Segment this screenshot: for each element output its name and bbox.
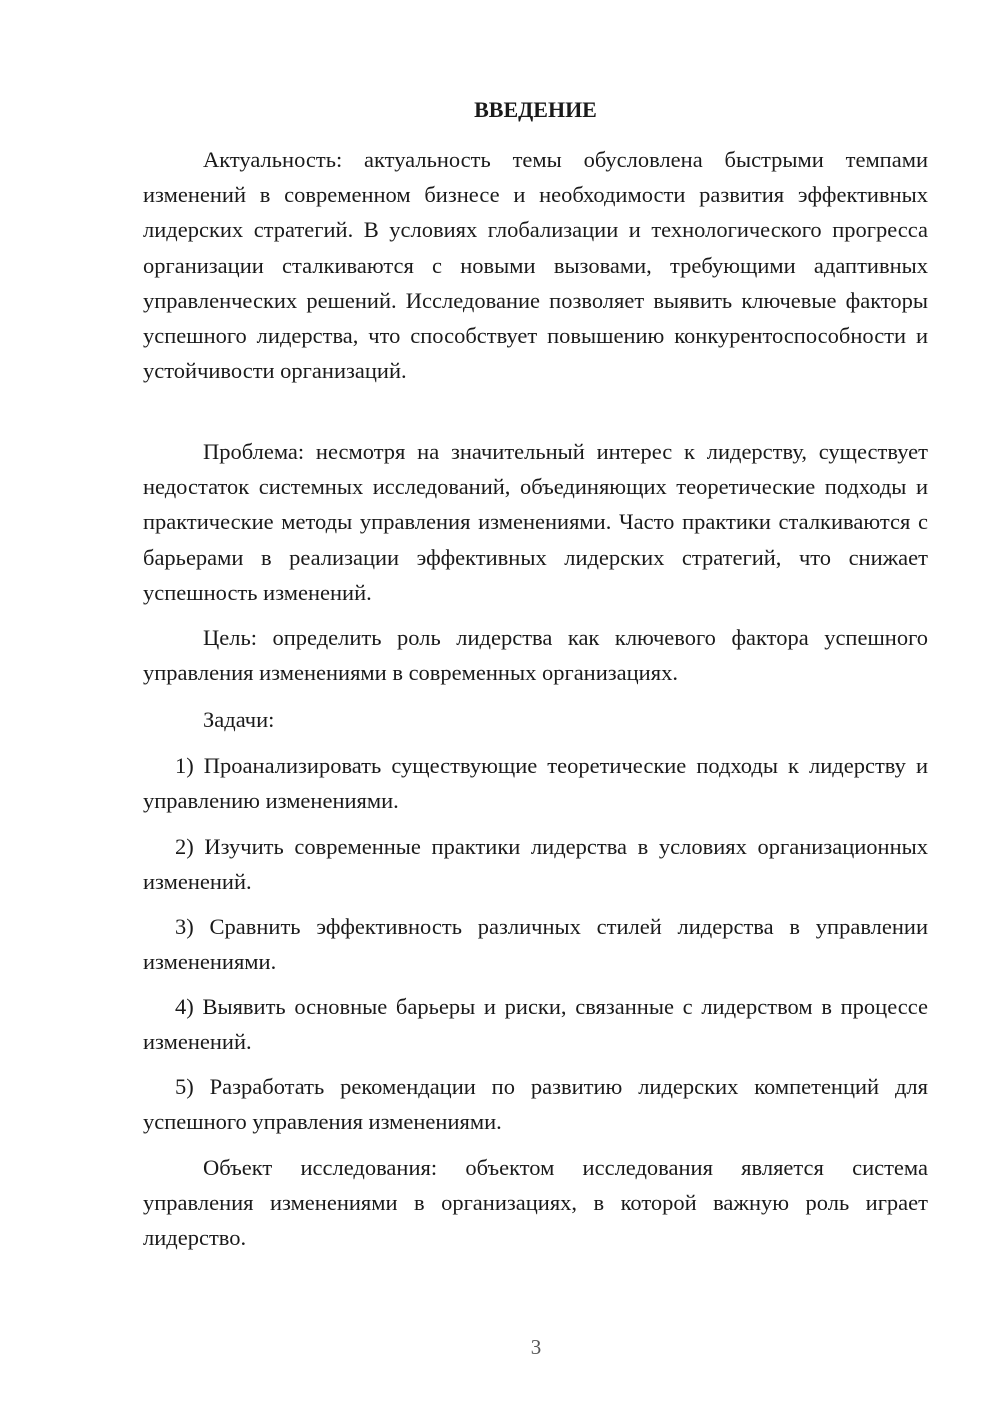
task-item: 2) Изучить современные практики лидерства в условиях организационных изменений. <box>143 834 928 895</box>
task-item: 4) Выявить основные барьеры и риски, связанные с лидерством в процессе изменений. <box>143 994 928 1055</box>
section-title: ВВЕДЕНИЕ <box>474 97 597 122</box>
goal-paragraph: Цель: определить роль лидерства как ключевого фактора успешного управления изменениями в современных организациях. <box>143 625 928 686</box>
page-number: 3 <box>530 1335 542 1359</box>
relevance-paragraph: Актуальность: актуальность темы обусловлена быстрыми темпами изменений в современном бизнесе и необходимости развития эффективных лидерских стратегий. В условиях глобализации и технологического прогресса организации сталкиваются с новыми вызовами, требующими адаптивных управленческих решений. Исследование позволяет выявить ключевые факторы успешного лидерства, что способствует повышению конкурентоспособности и устойчивости организаций. <box>143 147 928 384</box>
task-item: 1) Проанализировать существующие теоретические подходы к лидерству и управлению изменениями. <box>143 753 928 814</box>
tasks-heading: Задачи: <box>203 707 275 732</box>
task-item: 5) Разработать рекомендации по развитию лидерских компетенций для успешного управления изменениями. <box>143 1074 928 1135</box>
task-item: 3) Сравнить эффективность различных стилей лидерства в управлении изменениями. <box>143 914 928 975</box>
object-paragraph: Объект исследования: объектом исследования является система управления изменениями в организациях, в которой важную роль играет лидерство. <box>143 1155 928 1251</box>
problem-paragraph: Проблема: несмотря на значительный интерес к лидерству, существует недостаток системных исследований, объединяющих теоретические подходы и практические методы управления изменениями. Часто практики сталкиваются с барьерами в реализации эффективных лидерских стратегий, что снижает успешность изменений. <box>143 439 928 605</box>
